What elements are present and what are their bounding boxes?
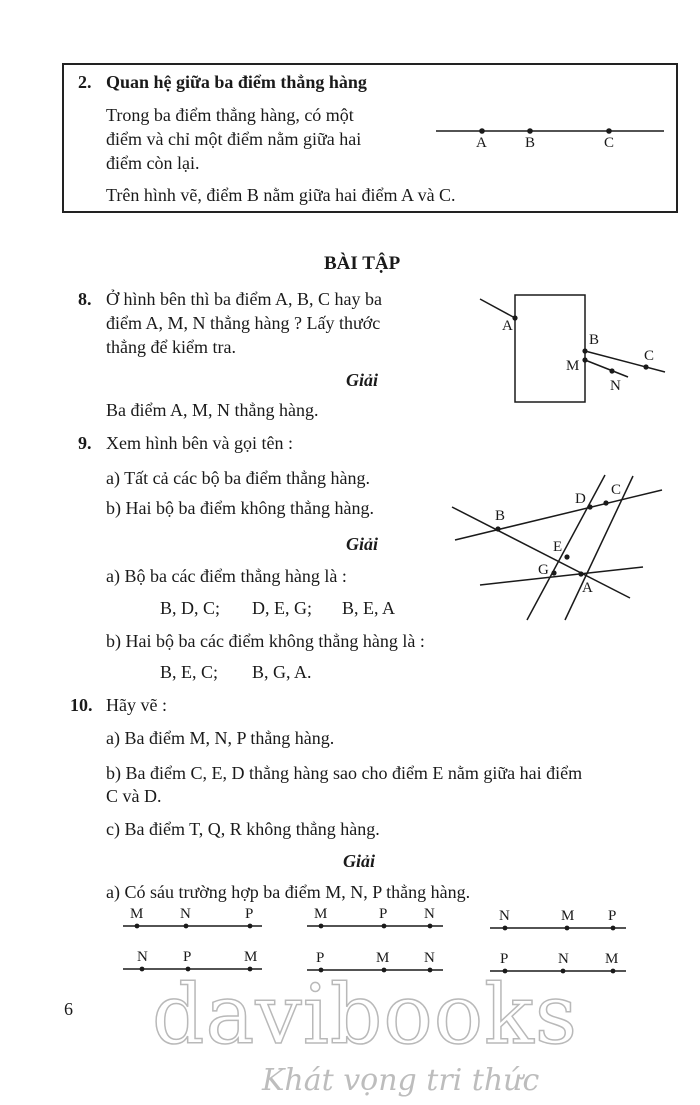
ex8-giai: Giải xyxy=(346,370,379,390)
ex10-question-a: a) Ba điểm M, N, P thẳng hàng. xyxy=(106,728,335,748)
case-2-label-2: P xyxy=(379,906,388,922)
ex9-answer-b-2: B, G, A. xyxy=(252,662,312,682)
ex9-label-a: A xyxy=(582,580,593,596)
box-line-1: Trong ba điểm thẳng hàng, có một xyxy=(106,105,354,125)
case-4-label-3: M xyxy=(244,949,258,965)
case-1-point-1 xyxy=(135,924,140,929)
ex10-question-b-line-1: b) Ba điểm C, E, D thẳng hàng sao cho điểm E nằm giữa hai điểm xyxy=(106,763,583,783)
ex9-answer-b-1: B, E, C; xyxy=(160,662,219,682)
ex9-answer-a-3: B, E, A xyxy=(342,598,396,618)
box-note: Trên hình vẽ, điểm B nằm giữa hai điểm A và C. xyxy=(106,185,456,205)
ex10-answer-a: a) Có sáu trường hợp ba điểm M, N, P thẳng hàng. xyxy=(106,882,471,902)
ex9-number: 9. xyxy=(78,433,92,453)
ex8-label-b: B xyxy=(589,332,600,348)
box-line-2: điểm và chỉ một điểm nằm giữa hai xyxy=(106,129,362,149)
watermark-brand: davibooks xyxy=(152,968,578,1063)
ex10-question-b-line-2: C và D. xyxy=(106,786,162,806)
case-1-label-2: N xyxy=(180,906,191,922)
ex9-giai: Giải xyxy=(346,534,379,554)
ex10-question-c: c) Ba điểm T, Q, R không thẳng hàng. xyxy=(106,819,380,839)
page-number: 6 xyxy=(64,999,73,1019)
ex9-label-g: G xyxy=(538,562,549,578)
case-2-label-3: N xyxy=(424,906,435,922)
ex8-answer: Ba điểm A, M, N thẳng hàng. xyxy=(106,400,319,420)
case-6-label-2: N xyxy=(558,951,569,967)
box-heading-number: 2. xyxy=(78,72,92,92)
label-a: A xyxy=(476,135,487,151)
case-2-point-3 xyxy=(428,924,433,929)
case-5-label-1: P xyxy=(316,950,325,966)
case-6-label-1: P xyxy=(500,951,509,967)
ex8-label-a: A xyxy=(502,318,513,334)
ex9-label-e: E xyxy=(553,539,563,555)
ex9-answer-a-2: D, E, G; xyxy=(252,598,312,618)
ex8-line-3: thẳng để kiểm tra. xyxy=(106,337,236,357)
watermark-slogan: Khát vọng tri thức xyxy=(262,1063,540,1098)
ex9-label-d: D xyxy=(575,491,586,507)
box-line-3: điểm còn lại. xyxy=(106,153,200,173)
ex9-label-b: B xyxy=(495,508,506,524)
ex9-question-a: a) Tất cả các bộ ba điểm thẳng hàng. xyxy=(106,468,371,488)
case-1-label-3: P xyxy=(245,906,254,922)
ex9-intro: Xem hình bên và gọi tên : xyxy=(106,433,293,453)
case-5-label-2: M xyxy=(376,950,390,966)
case-5-label-3: N xyxy=(424,950,435,966)
ex10-giai: Giải xyxy=(343,851,376,871)
ex9-answer-a: a) Bộ ba các điểm thẳng hàng là : xyxy=(106,566,347,586)
ex8-line-1: Ở hình bên thì ba điểm A, B, C hay ba xyxy=(106,289,382,309)
case-4-label-1: N xyxy=(137,949,148,965)
ex8-label-n: N xyxy=(610,378,621,394)
case-1-point-3 xyxy=(248,924,253,929)
box-heading: Quan hệ giữa ba điểm thẳng hàng xyxy=(106,72,367,92)
label-b: B xyxy=(525,135,536,151)
case-3-point-2 xyxy=(565,926,570,931)
case-4-point-1 xyxy=(140,967,145,972)
ex8-label-m: M xyxy=(566,358,580,374)
case-3-point-1 xyxy=(503,926,508,931)
case-3-label-1: N xyxy=(499,908,510,924)
case-3-label-3: P xyxy=(608,908,617,924)
ex8-label-c: C xyxy=(644,348,655,364)
case-4-label-2: P xyxy=(183,949,192,965)
ex9-label-c: C xyxy=(611,482,622,498)
case-1-label-1: M xyxy=(130,906,144,922)
ex8-line-2: điểm A, M, N thẳng hàng ? Lấy thước xyxy=(106,313,381,333)
case-6-point-3 xyxy=(611,969,616,974)
section-title: BÀI TẬP xyxy=(324,253,401,274)
ex9-question-b: b) Hai bộ ba điểm không thẳng hàng. xyxy=(106,498,374,518)
case-3-point-3 xyxy=(611,926,616,931)
case-2-label-1: M xyxy=(314,906,328,922)
case-1-point-2 xyxy=(184,924,189,929)
ex10-number: 10. xyxy=(70,695,93,715)
case-2-point-2 xyxy=(382,924,387,929)
case-3-label-2: M xyxy=(561,908,575,924)
ex9-answer-a-1: B, D, C; xyxy=(160,598,221,618)
ex9-answer-b: b) Hai bộ ba các điểm không thẳng hàng là : xyxy=(106,631,425,651)
ex10-intro: Hãy vẽ : xyxy=(106,695,167,715)
case-2-point-1 xyxy=(319,924,324,929)
case-6-label-3: M xyxy=(605,951,619,967)
label-c: C xyxy=(604,135,615,151)
ex8-number: 8. xyxy=(78,289,92,309)
